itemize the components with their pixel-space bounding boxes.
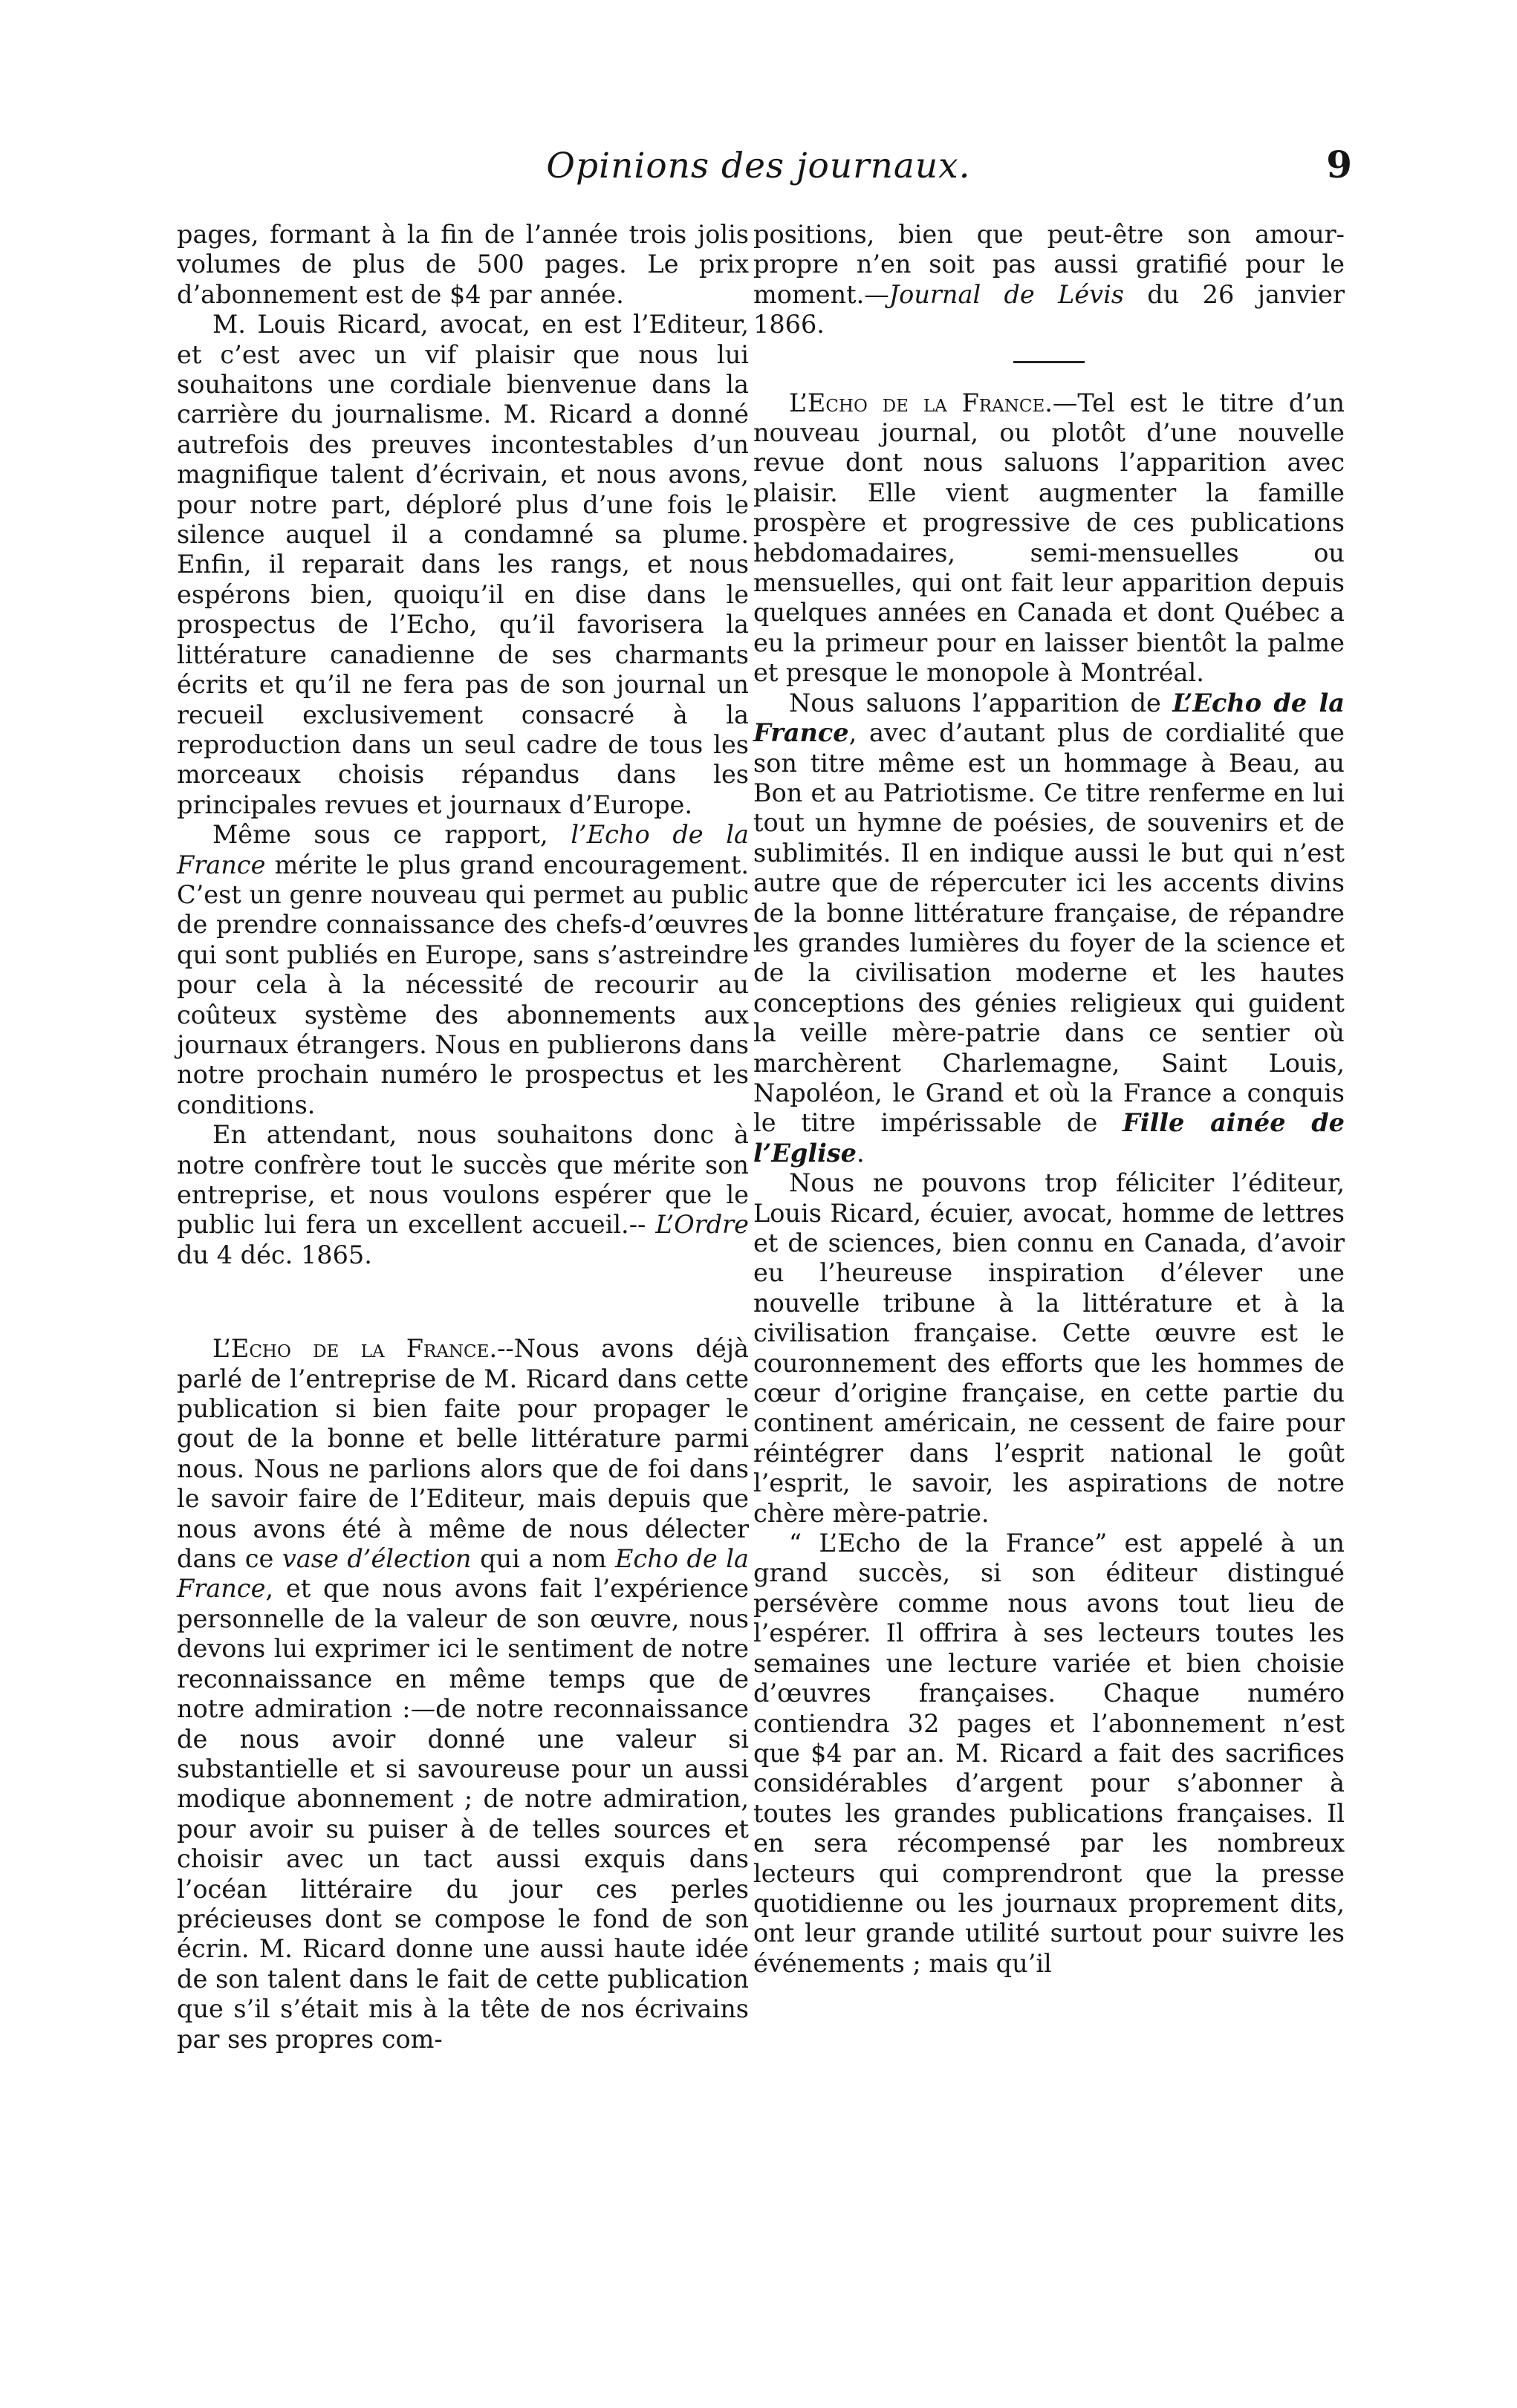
italic-phrase: Fille ainée de l’Eglise bbox=[753, 1108, 1345, 1168]
page-number: 9 bbox=[1326, 143, 1352, 186]
article-lead: L’Echo de la France. bbox=[212, 1334, 498, 1364]
right-paragraph-3 bbox=[753, 689, 1345, 1169]
right-column bbox=[753, 220, 1345, 1979]
paragraph-text: mérite le plus grand encouragement. C’est un genre nouveau qui permet au public de prendre connaissance des chefs-d’œuvres qui sont publiés en Europe, sans s’astreindre pour cela à la nécessité de recourir au coûteux système des abonnements aux journaux étrangers. Nous en publierons dans notre prochain numéro le prospectus et les conditions. bbox=[177, 850, 749, 1119]
paragraph-text: En attendant, nous souhaitons donc à notre confrère tout le succès que mérite son entreprise, et nous voulons espérer que le public lui fera un excellent accueil.-- bbox=[177, 1120, 749, 1240]
citation-date: du 26 janvier 1866. bbox=[753, 279, 1345, 339]
page-header bbox=[0, 143, 1517, 205]
left-paragraph-5 bbox=[177, 1334, 749, 2054]
paragraph-text: Nous saluons l’apparition de bbox=[789, 688, 1173, 717]
left-paragraph-4 bbox=[177, 1120, 749, 1270]
paragraph-text: qui a nom bbox=[471, 1544, 615, 1574]
right-paragraph-2 bbox=[753, 388, 1345, 689]
paragraph-text: .—Tel est le titre d’un nouveau journal, ou plotôt d’une nouvelle revue dont nous saluons l’apparition avec plaisir. Elle vient augmenter la famille prospère et progressive de ces publications hebdomadaires, semi-mensuelles ou mensuelles, qui ont fait leur apparition depuis quelques années en Canada et dont Québec a eu la primeur pour en laisser bientôt la palme et presque le monopole à Montréal. bbox=[753, 388, 1345, 688]
article-lead: L’Echo de la France bbox=[789, 388, 1045, 417]
left-paragraph-3 bbox=[177, 820, 749, 1120]
citation-date: du 4 déc. 1865. bbox=[177, 1240, 372, 1269]
right-paragraph-5: “ L’Echo de la France” est appelé à un grand succès, si son éditeur distingué persévère comme nous avons tout lieu de l’espérer. Il offrira à ses lecteurs toutes les semaines une lecture variée et bien choisie d’œuvres françaises. Chaque numéro contiendra 32 pages et l’abonnement n’est que $4 par an. M. Ricard a fait des sacrifices considérables d’argent pour s’abonner à toutes les grandes publications françaises. Il en sera récompensé par les nombreux lecteurs qui comprendront que la presse quotidienne ou les journaux proprement dits, ont leur grande utilité surtout pour suivre les événements ; mais qu’il bbox=[753, 1529, 1345, 1978]
left-paragraph-1: pages, formant à la fin de l’année trois jolis volumes de plus de 500 pages. Le prix d’abonnement est de $4 par année. bbox=[177, 220, 749, 309]
paragraph-text: --Nous avons déjà parlé de l’entreprise de M. Ricard dans cette publication si bien faite pour propager le gout de la bonne et belle littérature parmi nous. Nous ne parlions alors que de foi dans le savoir faire de l’Editeur, mais depuis que nous avons été à même de nous délecter dans ce bbox=[177, 1334, 749, 1574]
paragraph-text: , avec d’autant plus de cordialité que son titre même est un hommage à Beau, au Bon et au Patriotisme. Ce titre renferme en lui tout un hymne de poésies, de souvenirs et de sublimités. Il en indique aussi le but qui n’est autre que de répercuter ici les accents divins de la bonne littérature française, de répandre les grandes lumières du foyer de la science et de la civilisation moderne et les hautes conceptions des génies religieux qui guident la veille mère-patrie dans ce sentier où marchèrent Charlemagne, Saint Louis, Napoléon, le Grand et où la France a conquis le titre impérissable de bbox=[753, 718, 1345, 1138]
left-column bbox=[177, 220, 749, 2054]
right-paragraph-1 bbox=[753, 220, 1345, 340]
journal-title-italic: L’Echo de la France bbox=[753, 688, 1345, 748]
section-gap bbox=[177, 1270, 749, 1334]
section-divider bbox=[1013, 361, 1085, 363]
source-citation: Journal de Lévis bbox=[889, 279, 1124, 309]
paragraph-text: . bbox=[856, 1138, 865, 1168]
source-citation: L’Ordre bbox=[655, 1210, 749, 1240]
right-paragraph-4: Nous ne pouvons trop féliciter l’éditeur, Louis Ricard, écuier, avocat, homme de lettres et de sciences, bien connu en Canada, d’avoir eu l’heureuse inspiration d’élever une nouvelle tribune à la littérature et à la civilisation française. Cette œuvre est le couronnement des efforts que les hommes de cœur d’origine française, en cette partie du continent américain, ne cessent de faire pour réintégrer dans l’esprit national le goût l’esprit, le savoir, les aspirations de notre chère mère-patrie. bbox=[753, 1168, 1345, 1528]
paragraph-text: positions, bien que peut-être son amour-propre n’en soit pas aussi gratifié pour le moment.— bbox=[753, 220, 1345, 309]
journal-title-italic: Echo de la France bbox=[177, 1544, 749, 1604]
running-title: Opinions des journaux. bbox=[546, 146, 971, 186]
journal-title-italic: l’Echo de la France bbox=[177, 820, 749, 879]
left-paragraph-2: M. Louis Ricard, avocat, en est l’Editeur, et c’est avec un vif plaisir que nous lui souhaitons une cordiale bienvenue dans la carrière du journalisme. M. Ricard a donné autrefois des preuves incontestables d’un magnifique talent d’écrivain, et nous avons, pour notre part, déploré plus d’une fois le silence auquel il a condamné sa plume. Enfin, il reparait dans les rangs, et nous espérons bien, quoiqu’il en dise dans le prospectus de l’Echo, qu’il favorisera la littérature canadienne de ses charmants écrits et qu’il ne fera pas de son journal un recueil exclusivement consacré à la reproduction dans un seul cadre de tous les morceaux choisis répandus dans les principales revues et journaux d’Europe. bbox=[177, 310, 749, 819]
paragraph-text: Même sous ce rapport, bbox=[212, 820, 571, 850]
paragraph-text: , et que nous avons fait l’expérience personnelle de la valeur de son œuvre, nous devons lui exprimer ici le sentiment de notre reconnaissance en même temps que de notre admiration :—de notre reconnaissance de nous avoir donné une valeur si substantielle et si savoureuse pour un aussi modique abonnement ; de notre admiration, pour avoir su puiser à de telles sources et choisir avec un tact aussi exquis dans l’océan littéraire du jour ces perles précieuses dont se compose le fond de son écrin. M. Ricard donne une aussi haute idée de son talent dans le fait de cette publication que s’il s’était mis à la tête de nos écrivains par ses propres com- bbox=[177, 1574, 749, 2054]
italic-phrase: vase d’élection bbox=[282, 1544, 472, 1574]
